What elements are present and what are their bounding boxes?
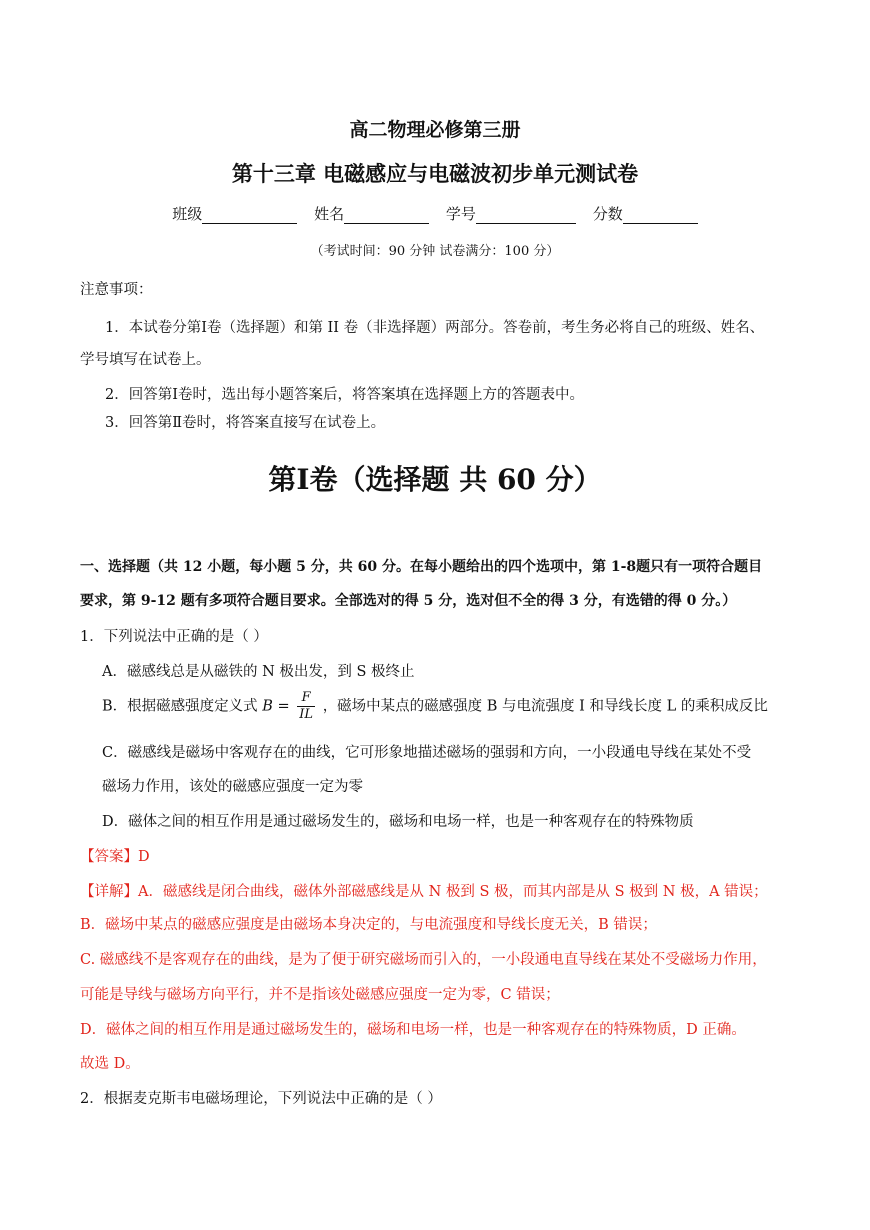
q1-detail-line1: 【详解】A．磁感线是闭合曲线，磁体外部磁感线是从 N 极到 S 极，而其内部是从 S 极到 N 极，A 错误； bbox=[80, 884, 768, 900]
q1-detail-line4: 可能是导线与磁场方向平行，并不是指该处磁感应强度一定为零，C 错误； bbox=[80, 987, 560, 1003]
notice-item-1-cont: 学号填写在试卷上。 bbox=[80, 352, 211, 368]
student-info-row bbox=[0, 203, 870, 224]
class-blank[interactable] bbox=[202, 207, 297, 224]
q1-stem: 1．下列说法中正确的是（ ） bbox=[80, 629, 268, 645]
section-title: 第Ⅰ卷（选择题 共 60 分） bbox=[268, 463, 602, 496]
q2-stem: 2．根据麦克斯韦电磁场理论，下列说法中正确的是（ ） bbox=[80, 1091, 442, 1107]
q1-option-d: D．磁体之间的相互作用是通过磁场发生的，磁场和电场一样，也是一种客观存在的特殊物质 bbox=[102, 814, 694, 830]
score-label: 分数 bbox=[592, 205, 623, 223]
student-id-blank[interactable] bbox=[476, 207, 576, 224]
formula-fraction bbox=[297, 690, 315, 723]
q1-option-b-suffix: ，磁场中某点的磁感强度 B 与电流强度 I 和导线长度 L 的乘积成反比 bbox=[322, 698, 768, 715]
document-title: 高二物理必修第三册 bbox=[349, 119, 521, 141]
chapter-title: 第十三章 电磁感应与电磁波初步单元测试卷 bbox=[231, 161, 639, 186]
part1-intro-line2: 要求，第 9-12 题有多项符合题目要求。全部选对的得 5 分，选对但不全的得 3 分，有选错的得 0 分。） bbox=[80, 593, 737, 609]
score-field[interactable] bbox=[593, 203, 698, 224]
formula-numerator: F bbox=[297, 690, 315, 707]
time-info: （考试时间：90 分钟 试卷满分：100 分） bbox=[310, 244, 560, 259]
q1-option-b-prefix: B．根据磁感强度定义式 bbox=[102, 698, 258, 715]
q1-detail-line5: D．磁体之间的相互作用是通过磁场发生的，磁场和电场一样，也是一种客观存在的特殊物质，D 正确。 bbox=[80, 1022, 746, 1038]
student-id-label: 学号 bbox=[445, 205, 476, 223]
formula-lhs: B = bbox=[262, 698, 290, 715]
part1-intro-line1: 一、选择题（共 12 小题，每小题 5 分，共 60 分。在每小题给出的四个选项中，第 1-8题只有一项符合题目 bbox=[80, 559, 763, 575]
name-field[interactable] bbox=[314, 203, 429, 224]
student-id-field[interactable] bbox=[446, 203, 576, 224]
class-label: 班级 bbox=[172, 205, 203, 223]
class-field[interactable] bbox=[172, 203, 297, 224]
notice-heading: 注意事项： bbox=[80, 282, 153, 298]
q1-detail-line6: 故选 D。 bbox=[80, 1056, 140, 1072]
score-blank[interactable] bbox=[623, 207, 698, 224]
q1-option-a: A．磁感线总是从磁铁的 N 极出发，到 S 极终止 bbox=[102, 664, 415, 680]
notice-item-1: 1．本试卷分第Ⅰ卷（选择题）和第 II 卷（非选择题）两部分。答卷前，考生务必将自己的班级、姓名、 bbox=[105, 320, 765, 336]
formula-denominator: IL bbox=[299, 707, 314, 722]
notice-item-3: 3．回答第Ⅱ卷时，将答案直接写在试卷上。 bbox=[105, 415, 386, 431]
q1-option-c-cont: 磁场力作用，该处的磁感应强度一定为零 bbox=[102, 779, 363, 795]
q1-option-c: C．磁感线是磁场中客观存在的曲线，它可形象地描述磁场的强弱和方向，一小段通电导线在某处不受 bbox=[102, 745, 752, 761]
name-blank[interactable] bbox=[344, 207, 429, 224]
q1-option-b bbox=[102, 690, 768, 723]
q1-detail-line3: C. 磁感线不是客观存在的曲线，是为了便于研究磁场而引入的，一小段通电直导线在某处不受磁场力作用， bbox=[80, 952, 767, 968]
q1-detail-line2: B．磁场中某点的磁感应强度是由磁场本身决定的，与电流强度和导线长度无关，B 错误； bbox=[80, 917, 657, 933]
name-label: 姓名 bbox=[314, 205, 345, 223]
notice-item-2: 2．回答第Ⅰ卷时，选出每小题答案后，将答案填在选择题上方的答题表中。 bbox=[105, 387, 584, 403]
q1-answer: 【答案】D bbox=[80, 849, 150, 865]
